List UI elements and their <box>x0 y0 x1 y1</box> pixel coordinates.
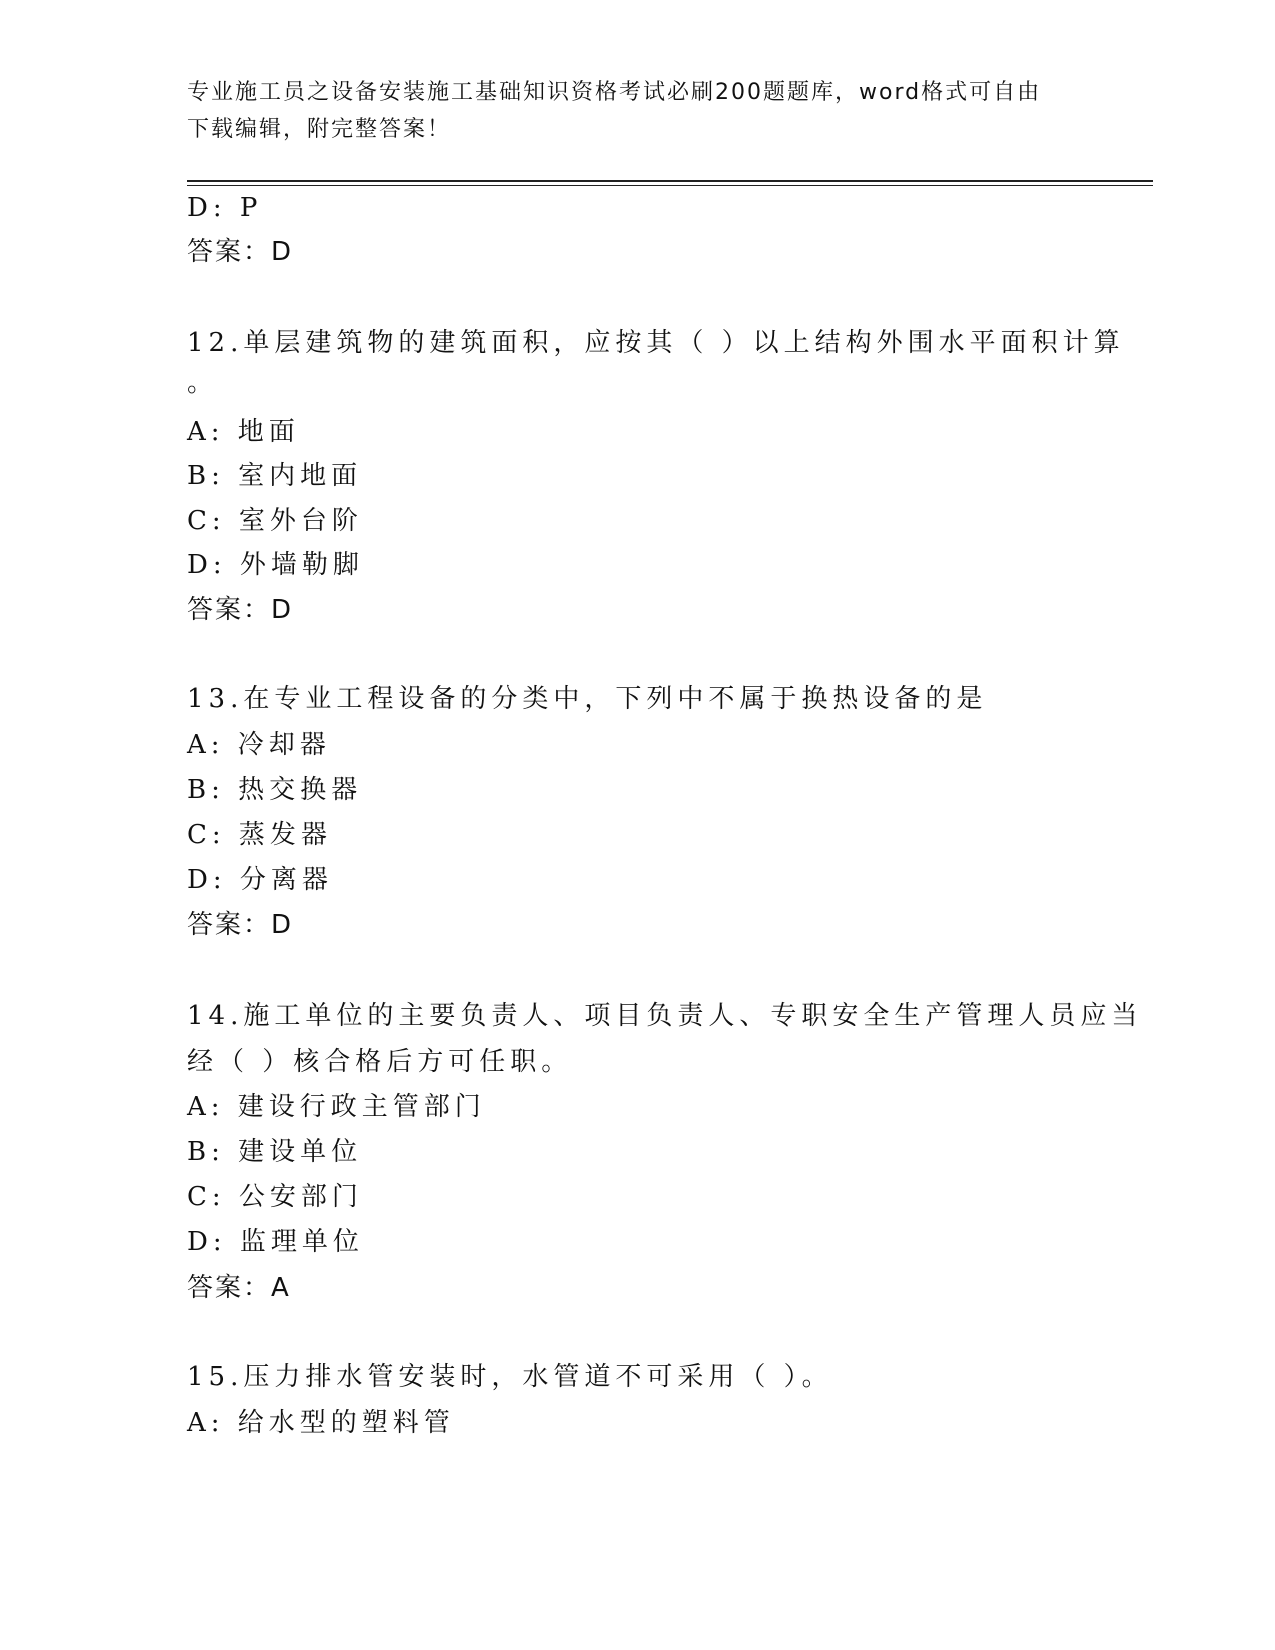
question-14-answer: 答案：A <box>187 1273 291 1303</box>
question-14-option-b: B: 建设单位 <box>187 1137 363 1167</box>
document-header <box>187 74 1067 148</box>
question-13-option-c: C: 蒸发器 <box>187 820 332 850</box>
header-title-line-1: 专业施工员之设备安装施工基础知识资格考试必刷200题题库，word格式可自由 <box>187 80 1042 105</box>
question-12-stem-line-2: 。 <box>187 368 219 398</box>
question-14-option-a: A: 建设行政主管部门 <box>187 1092 486 1122</box>
prev-question-option-d: D: P <box>187 193 263 223</box>
question-12-stem-line-1: 12.单层建筑物的建筑面积，应按其（ ）以上结构外围水平面积计算 <box>187 328 1125 358</box>
question-13-answer: 答案：D <box>187 910 294 940</box>
question-15-stem-line-1: 15.压力排水管安装时，水管道不可采用（ ）。 <box>187 1362 833 1392</box>
question-15-option-a: A: 给水型的塑料管 <box>187 1408 455 1438</box>
question-13-option-b: B: 热交换器 <box>187 775 363 805</box>
question-13-option-a: A: 冷却器 <box>187 730 331 760</box>
question-14-stem-line-1: 14.施工单位的主要负责人、项目负责人、专职安全生产管理人员应当 <box>187 1001 1143 1031</box>
question-12-option-b: B: 室内地面 <box>187 461 363 491</box>
question-14-option-c: C: 公安部门 <box>187 1182 363 1212</box>
header-divider-thin <box>187 185 1153 186</box>
prev-question-answer: 答案：D <box>187 237 294 267</box>
question-14-option-d: D: 监理单位 <box>187 1227 364 1257</box>
question-12-option-a: A: 地面 <box>187 417 300 447</box>
question-12-option-d: D: 外墙勒脚 <box>187 550 364 580</box>
question-13-stem-line-1: 13.在专业工程设备的分类中，下列中不属于换热设备的是 <box>187 684 988 714</box>
header-divider-thick <box>187 180 1153 182</box>
question-14-stem-line-2: 经（ ）核合格后方可任职。 <box>187 1047 573 1077</box>
header-title-line-2: 下载编辑，附完整答案！ <box>187 117 452 142</box>
question-13-option-d: D: 分离器 <box>187 865 333 895</box>
question-12-option-c: C: 室外台阶 <box>187 506 363 536</box>
question-12-answer: 答案：D <box>187 595 294 625</box>
